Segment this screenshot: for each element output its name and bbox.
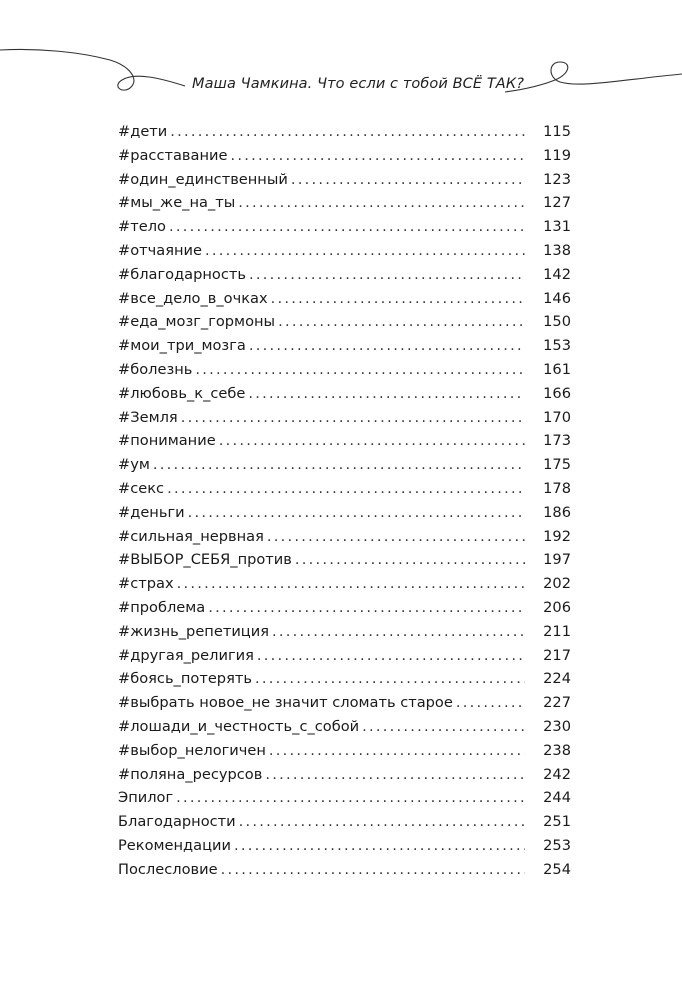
toc-page-number: 192 [543,527,571,545]
toc-entry-label: Рекомендации [118,836,231,854]
toc-entry [118,786,571,810]
toc-page-number: 127 [543,194,571,212]
toc-page-number: 178 [543,479,571,497]
toc-dot-leader [221,858,525,882]
toc-entry [118,263,571,287]
toc-entry [118,548,571,572]
toc-entry-label: #один_единственный [118,170,288,188]
toc-entry-label: #болезнь [118,360,193,378]
toc-page-number: 202 [543,575,571,593]
toc-dot-leader [176,786,525,810]
toc-entry [118,525,571,549]
toc-entry [118,120,571,144]
toc-entry-label: #понимание [118,432,216,450]
toc-dot-leader [248,382,525,406]
toc-dot-leader [456,691,525,715]
toc-entry-label: Эпилог [118,789,174,807]
toc-page-number: 146 [543,289,571,307]
toc-entry-label: #мои_три_мозга [118,337,246,355]
toc-dot-leader [177,572,525,596]
toc-page-number: 254 [543,860,571,878]
toc-entry [118,667,571,691]
toc-entry-label: #боясь_потерять [118,670,252,688]
toc-dot-leader [362,715,525,739]
toc-page-number: 123 [543,170,571,188]
toc-entry-label: #ум [118,456,150,474]
toc-entry-label: #дети [118,123,168,140]
toc-dot-leader [269,739,525,763]
toc-page-number: 227 [543,694,571,712]
toc-entry [118,644,571,668]
toc-dot-leader [205,239,525,263]
toc-page-number: 131 [543,218,571,236]
toc-dot-leader [249,334,525,358]
toc-entry [118,144,571,168]
toc-entry-label: #жизнь_репетиция [118,622,270,640]
toc-dot-leader [234,834,525,858]
toc-entry-label: #деньги [118,503,185,521]
toc-entry-label: #любовь_к_себе [118,384,246,402]
toc-entry [118,715,571,739]
toc-dot-leader [208,596,525,620]
toc-dot-leader [230,144,525,168]
toc-dot-leader [239,810,525,834]
toc-page-number: 253 [543,836,571,854]
toc-page-number: 142 [543,265,571,283]
toc-entry [118,334,571,358]
toc-dot-leader [195,358,525,382]
running-header-title: Маша Чамкина. Что если с тобой ВСЁ ТАК? [192,76,525,92]
toc-page-number: 186 [543,503,571,521]
toc-entry-label: #мы_же_на_ты [118,194,236,212]
toc-entry-label: #поляна_ресурсов [118,765,263,783]
toc-entry-label: #еда_мозг_гормоны [118,313,276,331]
toc-page-number: 170 [543,408,571,426]
toc-dot-leader [219,429,525,453]
toc-page-number: 206 [543,598,571,616]
toc-entry [118,239,571,263]
toc-entry-label: #тело [118,218,166,236]
table-of-contents [118,120,571,882]
toc-dot-leader [255,667,525,691]
toc-entry-label: #страх [118,575,174,593]
toc-entry-label: #выбрать новое_не значит сломать старое [118,694,453,712]
toc-entry [118,406,571,430]
toc-dot-leader [272,620,525,644]
toc-page-number: 150 [543,313,571,331]
toc-entry-label: #благодарность [118,265,246,283]
toc-entry [118,310,571,334]
toc-dot-leader [267,525,525,549]
toc-entry-label: #другая_религия [118,646,254,664]
toc-dot-leader [238,191,525,215]
toc-page-number: 251 [543,813,571,831]
toc-entry [118,453,571,477]
toc-dot-leader [153,453,525,477]
toc-entry-label: #секс [118,479,165,497]
toc-dot-leader [249,263,525,287]
toc-page-number: 173 [543,432,571,450]
toc-entry-label: #Земля [118,408,178,426]
toc-entry [118,620,571,644]
toc-dot-leader [271,287,525,311]
toc-dot-leader [167,477,525,501]
toc-entry [118,382,571,406]
header-decorative-line [0,0,682,130]
toc-dot-leader [188,501,525,525]
toc-page-number: 161 [543,360,571,378]
toc-entry [118,429,571,453]
toc-page-number: 244 [543,789,571,807]
toc-entry-label: Благодарности [118,813,236,831]
toc-page-number: 153 [543,337,571,355]
toc-dot-leader [257,644,525,668]
toc-entry [118,168,571,192]
toc-entry [118,763,571,787]
toc-page-number: 119 [543,146,571,164]
toc-entry [118,501,571,525]
toc-page-number: 230 [543,717,571,735]
toc-dot-leader [278,310,525,334]
toc-entry [118,572,571,596]
toc-dot-leader [265,763,525,787]
toc-page-number: 224 [543,670,571,688]
toc-dot-leader [169,215,525,239]
toc-entry-label: #все_дело_в_очках [118,289,268,307]
toc-entry-label: #выбор_нелогичен [118,741,266,759]
toc-dot-leader [181,406,525,430]
toc-page-number: 238 [543,741,571,759]
toc-entry-label: #проблема [118,598,206,616]
toc-page-number: 197 [543,551,571,569]
toc-page-number: 217 [543,646,571,664]
toc-page-number: 115 [543,123,571,140]
toc-entry [118,596,571,620]
toc-page-number: 166 [543,384,571,402]
toc-entry [118,287,571,311]
toc-entry [118,477,571,501]
toc-entry [118,215,571,239]
toc-dot-leader [291,168,525,192]
toc-dot-leader [170,120,525,144]
toc-entry-label: #сильная_нервная [118,527,264,545]
toc-entry-label: #ВЫБОР_СЕБЯ_против [118,551,292,569]
toc-entry-label: #расставание [118,146,228,164]
toc-entry [118,739,571,763]
toc-entry [118,810,571,834]
toc-entry [118,858,571,882]
toc-page-number: 211 [543,622,571,640]
toc-entry [118,358,571,382]
toc-entry-label: #отчаяние [118,241,203,259]
toc-page-number: 175 [543,456,571,474]
toc-entry [118,191,571,215]
toc-entry-label: Послесловие [118,860,218,878]
toc-entry [118,691,571,715]
toc-entry [118,834,571,858]
toc-dot-leader [295,548,525,572]
toc-page-number: 242 [543,765,571,783]
toc-entry-label: #лошади_и_честность_с_собой [118,717,360,735]
toc-page-number: 138 [543,241,571,259]
